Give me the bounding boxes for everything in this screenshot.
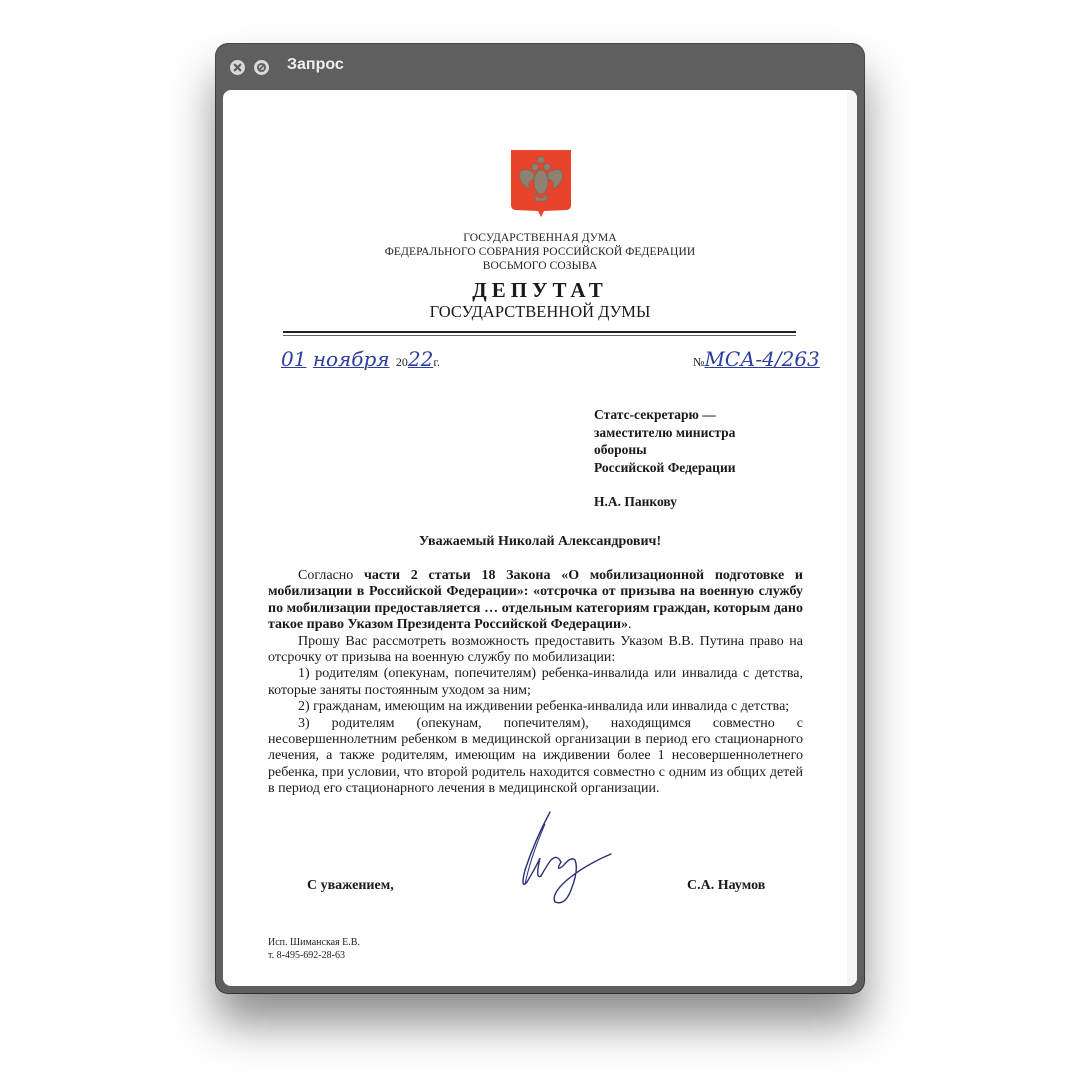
header-line-3: ВОСЬМОГО СОЗЫВА xyxy=(482,260,598,272)
addressee-line-3: обороны xyxy=(594,442,647,457)
header-rule-thin xyxy=(283,335,796,336)
app-window xyxy=(216,44,864,993)
date-year-prefix: 20 xyxy=(395,355,408,369)
date-g: г. xyxy=(433,355,440,369)
number-value: МСА-4/263 xyxy=(704,347,820,371)
executor-info xyxy=(268,936,360,962)
block-button[interactable] xyxy=(254,60,269,75)
executor-phone: т. 8-495-692-28-63 xyxy=(268,950,345,961)
addressee-block xyxy=(594,406,736,511)
document-viewer[interactable] xyxy=(223,90,857,986)
date-year-suffix: 22 xyxy=(407,347,434,371)
addressee-line-1: Статс-секретарю — xyxy=(594,407,716,422)
addressee-line-2: заместителю министра xyxy=(594,424,736,440)
date-day: 01 xyxy=(281,347,307,371)
deputat-title: ДЕПУТАТ xyxy=(472,278,608,302)
p1-law-quote: части 2 статьи 18 Закона «О мобилизационной подготовке и мобилизации в Российской Федерации»: «отсрочка от призыва на военную службу по мобилизации предоставляется … отдельным категориям граждан, которым дано такое право Указом Президента Российской Федерации» xyxy=(268,568,804,633)
letter-number xyxy=(693,347,820,371)
paragraph-5: 3) родителям (опекунам, попечителям), находящимся совместно с несовершеннолетним ребенком в медицинской организации в период его стационарного лечения, а также родителям, имеющим на иждивении более 1 несовершеннолетнего ребенка, при условии, что второй родитель находится совместно с одним из общих детей в период его стационарного лечения в медицинской организации. xyxy=(268,715,803,797)
letter-date xyxy=(281,347,440,371)
header-rule xyxy=(283,331,796,333)
coat-of-arms-icon xyxy=(510,149,572,217)
paragraph-3: 1) родителям (опекунам, попечителям) ребенка-инвалида или инвалида с детства, которые заняты постоянным уходом за ним; xyxy=(268,666,803,698)
greeting: Уважаемый Николай Александрович! xyxy=(418,534,662,549)
paragraph-2: Прошу Вас рассмотреть возможность предоставить Указом В.В. Путина право на отсрочку от призыва на военную службу по мобилизации: xyxy=(268,633,803,666)
regards-text: С уважением, xyxy=(307,878,394,893)
paragraph-4: 2) гражданам, имеющим на иждивении ребенка-инвалида или инвалида с детства; xyxy=(298,699,790,715)
letter-document xyxy=(223,90,857,986)
p1-end: . xyxy=(628,617,632,633)
paragraph-1 xyxy=(268,568,803,634)
close-button[interactable] xyxy=(230,60,245,75)
letter-body xyxy=(268,568,803,798)
addressee-name: Н.А. Панкову xyxy=(594,494,677,509)
close-icon xyxy=(230,60,245,75)
p1-start: Согласно xyxy=(298,568,364,583)
header-line-2: ФЕДЕРАЛЬНОГО СОБРАНИЯ РОССИЙСКОЙ ФЕДЕРАЦИИ xyxy=(384,246,696,258)
executor-name: Исп. Шиманская Е.В. xyxy=(268,937,360,948)
title-bar[interactable] xyxy=(216,44,864,90)
date-month: ноября xyxy=(312,347,390,371)
block-icon xyxy=(254,60,269,75)
window-title: Запрос xyxy=(287,56,344,73)
header-line-1: ГОСУДАРСТВЕННАЯ ДУМА xyxy=(463,232,617,244)
duma-subtitle: ГОСУДАРСТВЕННОЙ ДУМЫ xyxy=(429,302,651,321)
number-prefix: № xyxy=(693,355,705,369)
signature-icon xyxy=(495,810,615,910)
signer-name: С.А. Наумов xyxy=(687,878,766,893)
addressee-line-4: Российской Федерации xyxy=(594,459,736,475)
